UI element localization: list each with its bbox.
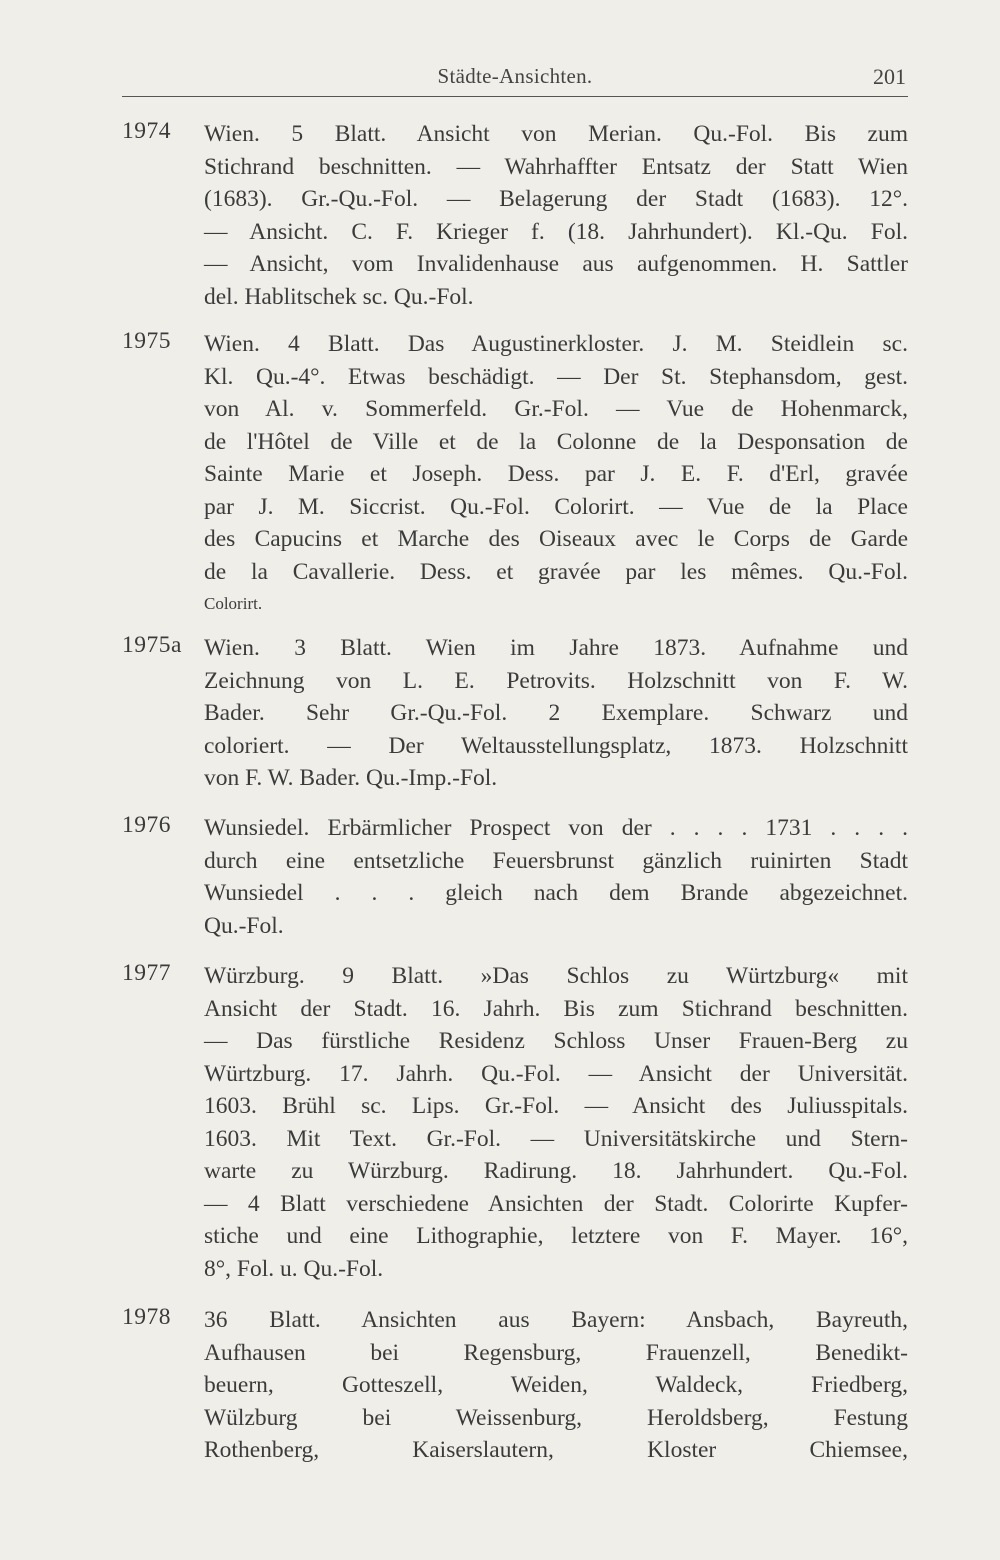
entry-line: Qu.-Fol. xyxy=(204,912,284,939)
entry-line: del. Hablitschek sc. Qu.-Fol. xyxy=(204,283,474,310)
entry-line: stiche und eine Lithographie, letztere von F. Mayer. 16°, xyxy=(204,1223,908,1249)
entry-line: par J. M. Siccrist. Qu.-Fol. Colorirt. — Vue de la Place xyxy=(204,493,908,520)
entry-number: 1978 xyxy=(122,1304,171,1330)
entry-line: durch eine entsetzliche Feuersbrunst gänzlich ruinirten Stadt xyxy=(204,847,908,874)
catalog-entry xyxy=(122,960,908,1285)
entry-line: — Ansicht. C. F. Krieger f. (18. Jahrhundert). Kl.-Qu. Fol. xyxy=(204,218,908,245)
catalog-entry xyxy=(122,1304,908,1467)
catalog-entry xyxy=(122,632,908,795)
entry-line: Aufhausen bei Regensburg, Frauenzell, Benedikt- xyxy=(204,1339,908,1366)
entry-line: de la Cavallerie. Dess. et gravée par les mêmes. Qu.-Fol. xyxy=(204,558,908,585)
entry-line: Wien. 4 Blatt. Das Augustinerkloster. J. M. Steidlein sc. xyxy=(204,331,908,357)
entry-line: Rothenberg, Kaiserslautern, Kloster Chiemsee, xyxy=(204,1437,908,1463)
entry-line: 8°, Fol. u. Qu.-Fol. xyxy=(204,1255,384,1282)
entry-text xyxy=(204,960,908,1285)
entry-line: Wien. 3 Blatt. Wien im Jahre 1873. Aufnahme und xyxy=(204,635,908,661)
page-header xyxy=(122,60,908,97)
entry-number: 1974 xyxy=(122,118,171,144)
entry-line: de l'Hôtel de Ville et de la Colonne de la Desponsation de xyxy=(204,428,908,455)
entry-line: warte zu Würzburg. Radirung. 18. Jahrhundert. Qu.-Fol. xyxy=(204,1158,908,1184)
entry-line: Würzburg. 9 Blatt. »Das Schlos zu Würtzburg« mit xyxy=(204,963,908,989)
entry-line: Würtzburg. 17. Jahrh. Qu.-Fol. — Ansicht der Universität. xyxy=(204,1060,908,1087)
entry-number: 1977 xyxy=(122,960,171,986)
entry-line: 36 Blatt. Ansichten aus Bayern: Ansbach, Bayreuth, xyxy=(204,1307,908,1333)
catalog-entry xyxy=(122,328,908,621)
entry-line: Wülzburg bei Weissenburg, Heroldsberg, Festung xyxy=(204,1404,908,1431)
entry-line: beuern, Gotteszell, Weiden, Waldeck, Friedberg, xyxy=(204,1372,908,1398)
entry-line: coloriert. — Der Weltausstellungsplatz, 1873. Holzschnitt xyxy=(204,732,908,759)
page-number: 201 xyxy=(873,64,906,89)
entry-line: Wien. 5 Blatt. Ansicht von Merian. Qu.-Fol. Bis zum xyxy=(204,121,908,147)
entry-line: — Das fürstliche Residenz Schloss Unser Frauen-Berg zu xyxy=(204,1028,908,1054)
entry-line: Stichrand beschnitten. — Wahrhaffter Entsatz der Statt Wien xyxy=(204,153,908,180)
entry-line: Sainte Marie et Joseph. Dess. par J. E. F. d'Erl, gravée xyxy=(204,461,908,487)
entry-line: 1603. Brühl sc. Lips. Gr.-Fol. — Ansicht des Juliusspitals. xyxy=(204,1093,908,1119)
entry-line: von F. W. Bader. Qu.-Imp.-Fol. xyxy=(204,765,498,791)
entry-text xyxy=(204,812,908,942)
entry-text xyxy=(204,328,908,621)
entry-line: Colorirt. xyxy=(204,594,263,613)
entry-number: 1975a xyxy=(122,632,182,658)
entry-text xyxy=(204,632,908,795)
entry-line: Ansicht der Stadt. 16. Jahrh. Bis zum Stichrand beschnitten. xyxy=(204,995,908,1022)
entry-line: Wunsiedel. Erbärmlicher Prospect von der . . . . 1731 . . . . xyxy=(204,815,908,841)
entry-line: (1683). Gr.-Qu.-Fol. — Belagerung der Stadt (1683). 12°. xyxy=(204,186,908,212)
entry-line: Bader. Sehr Gr.-Qu.-Fol. 2 Exemplare. Schwarz und xyxy=(204,700,908,726)
entry-line: von Al. v. Sommerfeld. Gr.-Fol. — Vue de Hohenmarck, xyxy=(204,396,908,422)
entry-text xyxy=(204,118,908,313)
running-title: Städte-Ansichten. xyxy=(437,64,593,88)
entry-number: 1975 xyxy=(122,328,171,354)
entry-line: Kl. Qu.-4°. Etwas beschädigt. — Der St. Stephansdom, gest. xyxy=(204,363,908,390)
entry-line: Zeichnung von L. E. Petrovits. Holzschnitt von F. W. xyxy=(204,667,908,694)
catalog-entry xyxy=(122,118,908,313)
entry-text xyxy=(204,1304,908,1467)
entry-line: des Capucins et Marche des Oiseaux avec le Corps de Garde xyxy=(204,526,908,552)
entry-number: 1976 xyxy=(122,812,171,838)
entry-line: 1603. Mit Text. Gr.-Fol. — Universitätskirche und Stern- xyxy=(204,1125,908,1152)
entry-line: Wunsiedel . . . gleich nach dem Brande abgezeichnet. xyxy=(204,880,908,906)
catalog-entry xyxy=(122,812,908,942)
entry-line: — Ansicht, vom Invalidenhause aus aufgenommen. H. Sattler xyxy=(204,251,908,277)
entry-line: — 4 Blatt verschiedene Ansichten der Stadt. Colorirte Kupfer- xyxy=(204,1190,908,1217)
